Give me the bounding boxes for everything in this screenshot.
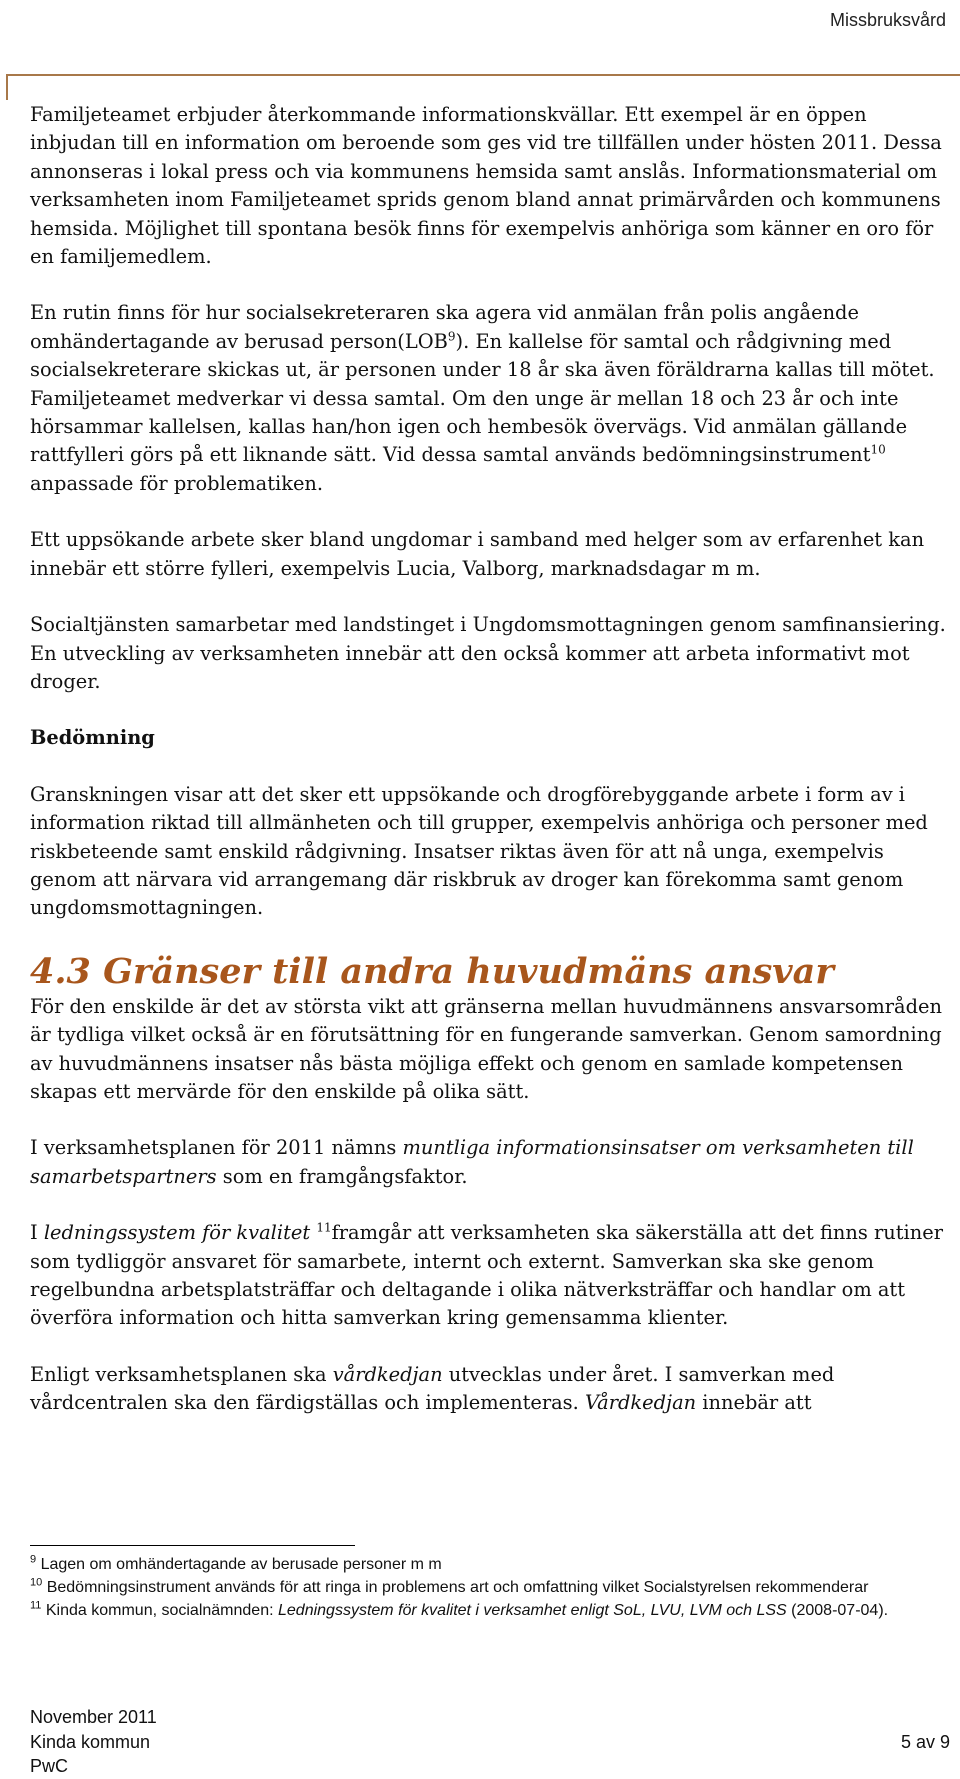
paragraph <box>30 1219 950 1333</box>
footnote-number: 9 <box>30 1553 37 1566</box>
footnote-11 <box>30 1599 955 1622</box>
footnote-text: (2008-07-04). <box>786 1602 889 1619</box>
paragraph-text: anpassade för problematiken. <box>30 471 324 495</box>
emphasis-text: vårdkedjan <box>332 1362 443 1386</box>
paragraph-text: Enligt verksamhetsplanen ska <box>30 1362 333 1386</box>
paragraph-text: som en framgångsfaktor. <box>216 1164 468 1188</box>
footnote-separator <box>30 1545 355 1546</box>
paragraph-text: I verksamhetsplanen för 2011 nämns <box>30 1136 403 1160</box>
footnote-ref-9[interactable]: 9 <box>447 329 456 344</box>
paragraph-text: ). En kallelse för samtal och rådgivning med socialsekreterare skickas ut, är personen under 18 år ska även föräldrarna kallas till mötet. Familjeteamet medverkar vi dessa samtal. Om den unge är mellan 18 och 23 år och inte hörsammar kallelsen, kallas han/hon igen och hembesök övervägs. Vid anmälan gällande rattfylleri görs på ett liknande sätt. Vid dessa samtal används bedömningsinstrument <box>30 329 935 467</box>
footnote-ref-11[interactable]: 11 <box>316 1220 332 1235</box>
footnote-text: Lagen om omhändertagande av berusade personer m m <box>36 1556 442 1573</box>
page-number: 5 av 9 <box>900 1731 950 1752</box>
running-header-title: Missbruksvård <box>829 10 946 30</box>
section-heading: 4.3 Gränser till andra huvudmäns ansvar <box>30 950 834 992</box>
emphasis-text: ledningssystem för kvalitet <box>43 1221 311 1245</box>
paragraph <box>30 1361 950 1418</box>
paragraph: Socialtjänsten samarbetar med landstinget i Ungdomsmottagningen genom samfinansiering. En utveckling av verksamheten innebär att den också kommer att arbeta informativt mot droger. <box>30 613 946 693</box>
footnote-number: 11 <box>30 1599 42 1612</box>
paragraph-text: utvecklas under året. I samverkan med vårdcentralen ska den färdigställas och implementeras. <box>30 1362 835 1415</box>
paragraph: För den enskilde är det av största vikt att gränserna mellan huvudmännens ansvarsområden är tydliga vilket också är en förutsättning för en fungerande samverkan. Genom samordning av huvudmännens insatser nås bästa möjliga effekt och genom en samlade kompetensen skapas ett mervärde för den enskilde på olika sätt. <box>30 994 942 1103</box>
header-rule <box>6 74 960 76</box>
emphasis-text: Vårdkedjan <box>584 1391 697 1415</box>
paragraph <box>30 299 950 498</box>
footer-date: November 2011 <box>30 1707 157 1727</box>
page-footer <box>30 1705 950 1779</box>
emphasis-text: muntliga informationsinsatser om verksamheten till samarbetspartners <box>30 1136 914 1188</box>
footnote-emphasis: Ledningssystem för kvalitet i verksamhet enligt SoL, LVU, LVM och LSS <box>278 1602 787 1619</box>
header-rule-tick <box>6 74 8 100</box>
paragraph: Ett uppsökande arbete sker bland ungdomar i samband med helger som av erfarenhet kan innebär ett större fylleri, exempelvis Lucia, Valborg, marknadsdagar m m. <box>30 528 925 580</box>
footnote-ref-10[interactable]: 10 <box>870 443 886 457</box>
footnote-number: 10 <box>30 1576 43 1589</box>
footnote-text: Kinda kommun, socialnämnden: <box>41 1602 278 1619</box>
paragraph-text: En rutin finns för hur socialsekreteraren ska agera vid anmälan från polis angående omhändertagande av berusad person(LOB <box>30 301 859 353</box>
footnote-9 <box>30 1553 955 1576</box>
footer-company: PwC <box>30 1756 69 1776</box>
footnotes <box>30 1553 955 1622</box>
footnote-10 <box>30 1576 955 1599</box>
paragraph: Granskningen visar att det sker ett uppsökande och drogförebyggande arbete i form av i information riktad till allmänheten och till grupper, exempelvis anhöriga och personer med riskbeteende samt enskild rådgivning. Insatser riktas även för att nå unga, exempelvis genom att närvara vid arrangemang där riskbruk av droger kan förekomma samt genom ungdomsmottagningen. <box>30 782 928 920</box>
footnote-text: Bedömningsinstrument används för att ringa in problemens art och omfattning vilket Socialstyrelsen rekommenderar <box>42 1579 869 1596</box>
paragraph: Familjeteamet erbjuder återkommande informationskvällar. Ett exempel är en öppen inbjudan till en information om beroende som ges vid tre tillfällen under hösten 2011. Dessa annonseras i lokal press och via kommunens hemsida samt anslås. Informationsmaterial om verksamheten inom Familjeteamet sprids genom bland annat primärvården och kommunens hemsida. Möjlighet till spontana besök finns för exempelvis anhöriga som känner en oro för en familjemedlem. <box>30 103 942 269</box>
page-body <box>30 101 950 1446</box>
paragraph-text: I <box>30 1221 44 1245</box>
subheading-bedomning: Bedömning <box>30 726 155 750</box>
paragraph <box>30 1134 950 1191</box>
footer-municipality: Kinda kommun <box>30 1731 151 1752</box>
paragraph-text: innebär att <box>696 1391 812 1415</box>
paragraph-text: framgår att verksamheten ska säkerställa att det finns rutiner som tydliggör ansvaret för samarbete, internt och externt. Samverkan ska ske genom regelbundna arbetsplatsträffar och deltagande i olika nätverksträffar och handlar om att överföra information och hitta samverkan kring gemensamma klienter. <box>30 1221 943 1330</box>
